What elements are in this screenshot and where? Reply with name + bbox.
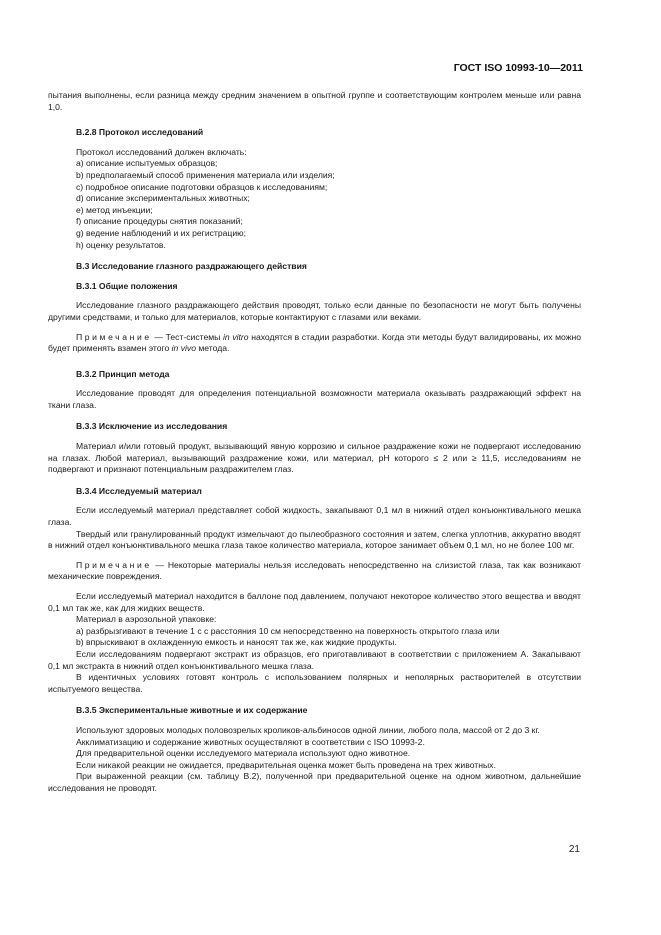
b35-paragraph-4: Если никакой реакции не ожидается, предварительная оценка может быть проведена на трех животных. <box>76 759 496 770</box>
b34-paragraph-2: Твердый или гранулированный продукт измельчают до пылеобразного состояния и затем, слегка уплотнив, аккуратно вводят в нижний отдел конъюнктивального мешка глаза такое количество материала, которое занимает объем 0,1 мл, но не более 100 мг. <box>48 528 581 551</box>
b35-paragraph-1: Используют здоровых молодых половозрелых кроликов-альбиносов одной линии, любого пола, массой от 2 до 3 кг. <box>76 724 540 735</box>
b34-paragraph-6: В идентичных условиях готовят контроль с использованием полярных и неполярных растворителей в отсутствии испытуемого вещества. <box>48 672 581 694</box>
section-b35-title: В.3.5 Экспериментальные животные и их содержание <box>76 705 308 716</box>
section-b28-title: В.2.8 Протокол исследований <box>76 127 204 138</box>
b28-item-g: g) ведение наблюдений и их регистрацию; <box>76 227 246 238</box>
b28-item-f: f) описание процедуры снятия показаний; <box>76 216 243 227</box>
section-b33-title: В.3.3 Исключение из исследования <box>76 421 228 432</box>
note-label: Примечание <box>76 331 152 342</box>
b33-paragraph: Материал и/или готовый продукт, вызывающий явную коррозию и сильное раздражение кожи не подвергают исследованию на глазах. Любой материал, вызывающий раздражение кожи, или материал, pH которого ≤ 2 или ≥ 11,5, исследованиям не подвергают и признают потенциальным раздражителем глаз. <box>48 441 581 475</box>
section-b34-title: В.3.4 Исследуемый материал <box>76 485 202 496</box>
b28-item-c: c) подробное описание подготовки образцов к исследованиям; <box>76 181 328 192</box>
b34-paragraph-4: Материал в аэрозольной упаковке: <box>76 614 217 625</box>
b31-note: Примечание — Тест-системы in vitro находятся в стадии разработки. Когда эти методы будут валидированы, их можно будет применять взамен этого in vivo метода. <box>48 331 582 354</box>
b35-paragraph-2: Акклиматизацию и содержание животных осуществляют в соответствии с ISO 10993-2. <box>76 736 425 747</box>
b35-paragraph-5: При выраженной реакции (см. таблицу В.2), полученной при предварительной оценке на одном животном, дальнейшие исследования не проводят. <box>48 771 581 793</box>
b31-paragraph: Исследование глазного раздражающего действия проводят, только если данные по безопасности не могут быть получены другими средствами, и только для материалов, которые контактируют с глазами или веками. <box>48 300 581 322</box>
b34-note: Примечание — Некоторые материалы нельзя исследовать непосредственно на слизистой глаза, так как возникают механические повреждения. <box>48 559 581 582</box>
page-number: 21 <box>568 844 580 855</box>
b28-item-b: b) предполагаемый способ применения материала или изделия; <box>76 169 335 180</box>
page-content <box>48 90 581 795</box>
note-label: Примечание <box>76 559 152 570</box>
b34-item-a: a) разбрызгивают в течение 1 с с расстояния 10 см непосредственно на поверхность открытого глаза или <box>76 625 500 636</box>
section-b3-title: В.3 Исследование глазного раздражающего действия <box>76 261 307 272</box>
intro-paragraph: пытания выполнены, если разница между средним значением в опытной группе и соответствующим контролем меньше или равна 1,0. <box>48 90 581 112</box>
b34-paragraph-1: Если исследуемый материал представляет собой жидкость, закапывают 0,1 мл в нижний отдел конъюнктивального мешка глаза. <box>48 505 581 528</box>
b34-item-b: b) впрыскивают в охлажденную емкость и наносят так же, как жидкие продукты. <box>76 637 397 648</box>
standard-header: ГОСТ ISO 10993-10—2011 <box>453 62 583 74</box>
section-b31-title: В.3.1 Общие положения <box>76 280 178 291</box>
b28-item-e: e) метод инъекции; <box>76 204 153 215</box>
b28-item-a: a) описание испытуемых образцов; <box>76 158 218 169</box>
b35-paragraph-3: Для предварительной оценки исследуемого материала используют одно животное. <box>76 748 411 759</box>
b28-lead: Протокол исследований должен включать: <box>76 146 247 157</box>
b28-item-d: d) описание экспериментальных животных; <box>76 193 250 204</box>
section-b32-title: В.3.2 Принцип метода <box>76 368 170 379</box>
b34-paragraph-5: Если исследованиям подвергают экстракт из образцов, его приготавливают в соответствии с приложением А. Закапывают 0,1 мл экстракта в нижний отдел конъюнктивального мешка глаза. <box>48 648 581 671</box>
b28-item-h: h) оценку результатов. <box>76 239 166 250</box>
b34-paragraph-3: Если исследуемый материал находится в баллоне под давлением, получают некоторое количество этого вещества и вводят 0,1 мл так же, как для жидких веществ. <box>48 591 581 613</box>
b32-paragraph: Исследование проводят для определения потенциальной возможности материала оказывать раздражающий эффект на ткани глаза. <box>48 388 581 410</box>
